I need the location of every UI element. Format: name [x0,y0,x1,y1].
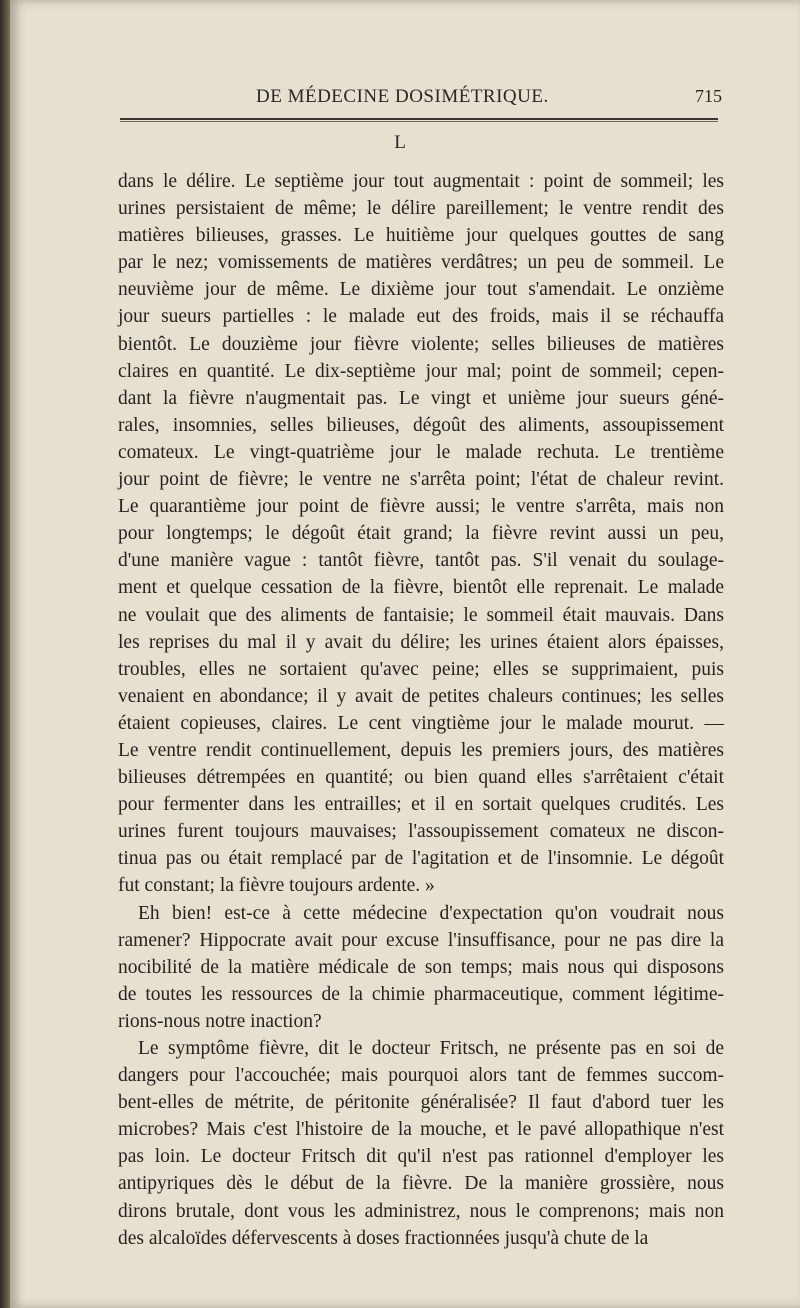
text-line: nocibilité de la matière médicale de son temps; mais nous qui disposons [118,956,724,978]
text-line: rions-nous notre inaction? [118,1010,322,1032]
text-line: comateux. Le vingt-quatrième jour le malade rechuta. Le trentième [118,441,724,463]
text-line: dangers pour l'accouchée; mais pourquoi alors tant de femmes succom- [118,1065,724,1087]
text-line: Le ventre rendit continuellement, depuis les premiers jours, des matières [118,739,724,761]
paragraph [118,900,724,1035]
text-line: dant la fièvre n'augmentait pas. Le vingt et unième jour sueurs géné- [118,387,724,409]
text-line: bientôt. Le douzième jour fièvre violente; selles bilieuses de matières [118,333,724,355]
signature-mark: L [394,132,406,153]
text-line: rales, insomnies, selles bilieuses, dégoût des aliments, assoupissement [118,414,724,436]
text-line: de toutes les ressources de la chimie pharmaceutique, comment légitime- [118,983,724,1005]
text-line: les reprises du mal il y avait du délire; les urines étaient alors épaisses, [118,631,724,653]
text-line: urines furent toujours mauvaises; l'assoupissement comateux ne discon- [118,821,724,843]
text-line: urines persistaient de même; le délire pareillement; le ventre rendit des [118,198,724,220]
text-line: tinua pas ou était remplacé par de l'agitation et de l'insomnie. Le dégoût [118,848,724,870]
text-line: venaient en abondance; il y avait de petites chaleurs continues; les selles [118,685,724,707]
page-number: 715 [695,86,722,106]
text-line: ramener? Hippocrate avait pour excuse l'insuffisance, pour ne pas dire la [118,929,724,951]
page-header [110,86,722,110]
text-line: claires en quantité. Le dix-septième jour mal; point de sommeil; cepen- [118,360,724,382]
book-spine [0,0,10,1308]
text-line: Le symptôme fièvre, dit le docteur Fritsch, ne présente pas en soi de [138,1038,724,1059]
text-line: bilieuses détrempées en quantité; ou bien quand elles s'arrêtaient c'était [118,767,724,789]
text-line: ne voulait que des aliments de fantaisie; le sommeil était mauvais. Dans [118,604,724,626]
text-line: matières bilieuses, grasses. Le huitième jour quelques gouttes de sang [118,225,724,247]
text-line: jour sueurs partielles : le malade eut des froids, mais il se réchauffa [118,306,724,328]
running-title: DE MÉDECINE DOSIMÉTRIQUE. [256,86,549,107]
body-text [118,168,724,1252]
text-line: bent-elles de métrite, de péritonite généralisée? Il faut d'abord tuer les [118,1092,724,1114]
text-line: d'une manière vague : tantôt fièvre, tantôt pas. S'il venait du soulage- [118,550,724,572]
text-line: dans le délire. Le septième jour tout augmentait : point de sommeil; les [118,171,724,192]
text-line: Eh bien! est-ce à cette médecine d'expectation qu'on voudrait nous [138,902,724,924]
text-line: fut constant; la fièvre toujours ardente. » [118,875,435,897]
header-rule [120,118,718,120]
text-line: étaient copieuses, claires. Le cent vingtième jour le malade mourut. — [118,712,724,734]
text-line: par le nez; vomissements de matières verdâtres; un peu de sommeil. Le [118,252,724,274]
text-line: pour fermenter dans les entrailles; et il en sortait quelques crudités. Les [118,794,724,816]
header-rule-thin [120,121,718,122]
text-line: Le quarantième jour point de fièvre aussi; le ventre s'arrêta, mais non [118,496,724,518]
text-line: microbes? Mais c'est l'histoire de la mouche, et le pavé allopathique n'est [118,1119,724,1141]
text-line: des alcaloïdes défervescents à doses fractionnées jusqu'à chute de la [118,1227,649,1249]
text-line: antipyriques dès le début de la fièvre. De la manière grossière, nous [118,1173,724,1195]
text-line: pour longtemps; le dégoût était grand; la fièvre revint aussi un peu, [118,523,724,545]
paragraph [118,1035,724,1252]
text-line: ment et quelque cessation de la fièvre, bientôt elle reprenait. Le malade [118,577,724,599]
text-line: dirons brutale, dont vous les administrez, nous le comprenons; mais non [118,1200,724,1222]
paragraph [118,168,724,900]
text-line: jour point de fièvre; le ventre ne s'arrêta point; l'état de chaleur revint. [118,469,724,491]
text-line: troubles, elles ne sortaient qu'avec peine; elles se supprimaient, puis [118,658,724,680]
text-line: pas loin. Le docteur Fritsch dit qu'il n'est pas rationnel d'employer les [118,1146,724,1168]
text-line: neuvième jour de même. Le dixième jour tout s'amendait. Le onzième [118,279,724,301]
